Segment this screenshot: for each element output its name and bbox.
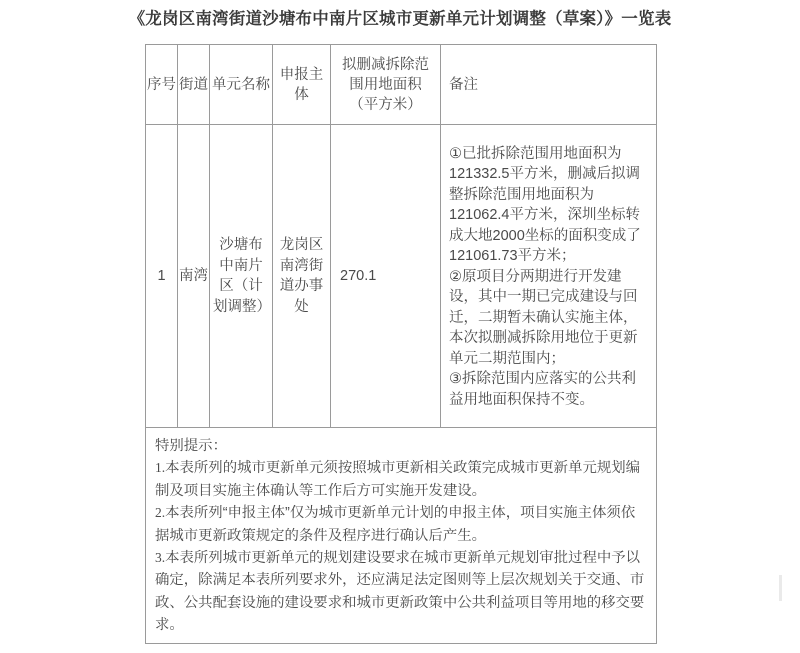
column-header-area-line1: 拟删减拆除范 [342, 56, 429, 73]
notes-title: 特别提示： [155, 438, 227, 454]
column-header-seq: 序号 [146, 45, 178, 125]
scan-artifact [779, 575, 782, 601]
column-header-area [331, 45, 441, 125]
note-number-2: 2. [155, 505, 166, 521]
page-title: 《龙岗区南湾街道沙塘布中南片区城市更新单元计划调整（草案）》一览表 [128, 9, 672, 28]
cell-street: 南湾 [178, 125, 210, 428]
table-notes-row [146, 428, 657, 644]
note-item-2 [155, 502, 648, 547]
column-header-area-line3: （平方米） [349, 96, 422, 113]
cell-applicant: 龙岗区南湾街道办事处 [273, 125, 331, 428]
column-header-area-line2: 围用地面积 [349, 76, 422, 93]
note-number-1: 1. [155, 460, 166, 476]
remark-item-1: ①已批拆除范围用地面积为121332.5平方米，删减后拟调整拆除范围用地面积为121062.4平方米，深圳坐标转成大地2000坐标的面积变成了121061.73平方米； [449, 145, 641, 265]
cell-unit-name: 沙塘布中南片区（计划调整） [210, 125, 273, 428]
plan-adjustment-table [145, 44, 657, 644]
cell-remark [441, 125, 657, 428]
column-header-remark: 备注 [441, 45, 657, 125]
cell-seq: 1 [146, 125, 178, 428]
note-item-1 [155, 457, 648, 502]
cell-area: 270.1 [331, 125, 441, 428]
column-header-applicant: 申报主体 [273, 45, 331, 125]
plan-adjustment-table-wrapper [145, 44, 656, 644]
note-text-3: 本表所列城市更新单元的规划建设要求在城市更新单元规划审批过程中予以确定，除满足本表所列要求外，还应满足法定图则等上层次规划关于交通、市政、公共配套设施的建设要求和城市更新政策中公共利益项目等用地的移交要求。 [155, 550, 645, 634]
note-text-2: 本表所列“申报主体”仅为城市更新单元计划的申报主体，项目实施主体须依据城市更新政策规定的条件及程序进行确认后产生。 [155, 505, 636, 544]
table-header-row [146, 45, 657, 125]
column-header-unit-name: 单元名称 [210, 45, 273, 125]
remark-item-3: ③拆除范围内应落实的公共利益用地面积保持不变。 [449, 371, 636, 408]
note-item-3 [155, 547, 648, 637]
note-text-1: 本表所列的城市更新单元须按照城市更新相关政策完成城市更新单元规划编制及项目实施主体确认等工作后方可实施开发建设。 [155, 460, 641, 499]
column-header-street: 街道 [178, 45, 210, 125]
special-notes-cell [146, 428, 657, 644]
remark-item-2: ②原项目分两期进行开发建设，其中一期已完成建设与回迁，二期暂未确认实施主体，本次拟删减拆除用地位于更新单元二期范围内； [449, 268, 638, 367]
table-row [146, 125, 657, 428]
note-number-3: 3. [155, 550, 166, 566]
